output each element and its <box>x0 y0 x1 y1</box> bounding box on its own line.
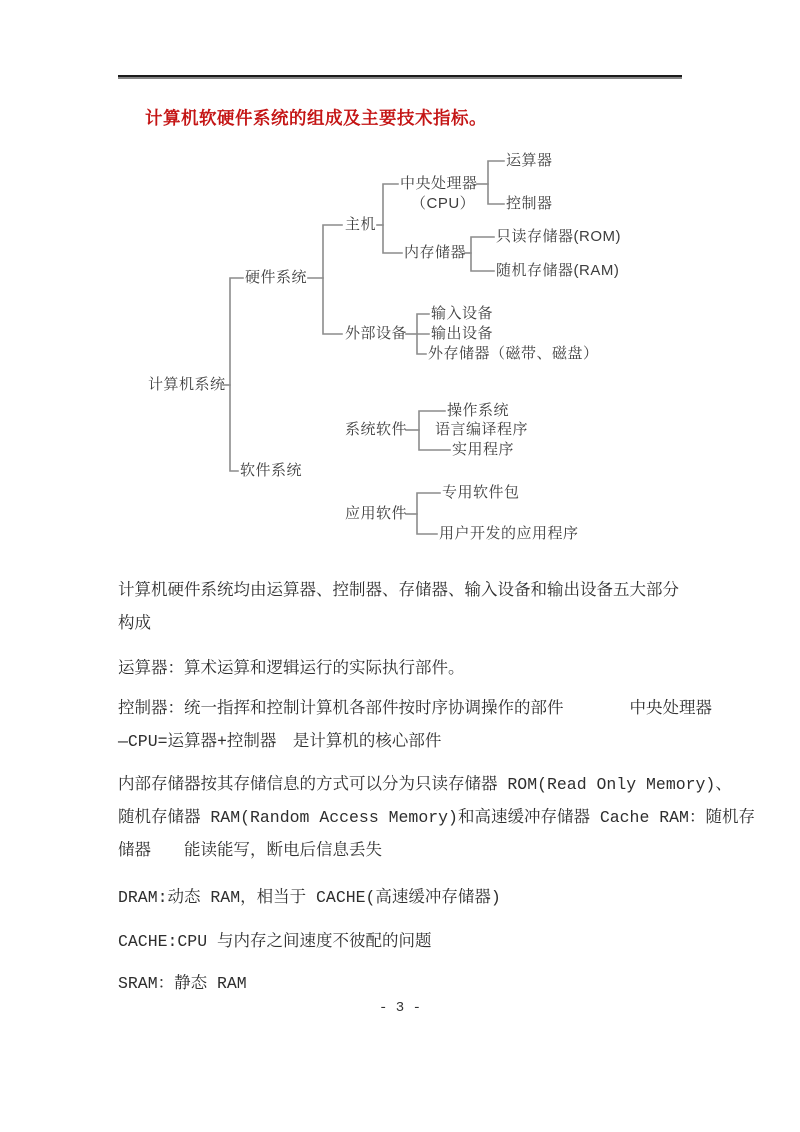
page-title: 计算机软硬件系统的组成及主要技术指标。 <box>145 108 487 128</box>
diagram-node-output-device: 输出设备 <box>431 325 494 342</box>
diagram-node-user-developed-apps: 用户开发的应用程序 <box>439 525 579 542</box>
edge-memory-bracket <box>471 237 494 271</box>
diagram-node-software-system: 软件系统 <box>240 462 303 479</box>
diagram-node-cpu: 中央处理器 <box>400 175 478 192</box>
paragraph-control-unit-definition <box>118 692 712 758</box>
edge-appsw-bracket <box>417 493 440 534</box>
diagram-node-utility-program: 实用程序 <box>452 441 515 458</box>
paragraph-internal-memory-definition <box>118 768 755 867</box>
diagram-node-internal-memory: 内存储器 <box>404 244 467 261</box>
text-line: 运算器：算术运算和逻辑运行的实际执行部件。 <box>118 659 465 678</box>
diagram-node-control-unit: 控制器 <box>506 195 553 212</box>
diagram-node-external-devices: 外部设备 <box>345 325 408 342</box>
paragraph-hardware-overview <box>118 574 684 640</box>
diagram-node-ram: 随机存储器(RAM) <box>496 262 620 279</box>
text-line: 储器 能读能写，断电后信息丢失 <box>118 841 382 860</box>
diagram-node-cpu-abbr: （CPU） <box>411 195 476 212</box>
paragraph-cache-note <box>118 925 684 958</box>
edge-cpu-bracket <box>488 161 504 204</box>
paragraph-dram-note <box>118 881 684 914</box>
text-line: DRAM:动态 RAM，相当于 CACHE(高速缓冲存储器) <box>118 888 501 907</box>
text-line: 计算机硬件系统均由运算器、控制器、存储器、输入设备和输出设备五大部分 <box>118 581 679 600</box>
paragraph-alu-definition <box>118 652 684 685</box>
diagram-node-alu: 运算器 <box>506 152 553 169</box>
diagram-node-input-device: 输入设备 <box>431 305 494 322</box>
text-line: 构成 <box>118 614 151 633</box>
text-line: 控制器：统一指挥和控制计算机各部件按时序协调操作的部件 中央处理器 <box>118 699 712 718</box>
diagram-node-language-compiler: 语言编译程序 <box>435 421 529 438</box>
edge-host-bracket <box>383 184 402 253</box>
diagram-node-host: 主机 <box>345 216 377 233</box>
text-line: CACHE:CPU 与内存之间速度不彼配的问题 <box>118 932 432 951</box>
diagram-node-system-software: 系统软件 <box>345 421 408 438</box>
text-line: —CPU=运算器+控制器 是计算机的核心部件 <box>118 732 442 751</box>
page-number: - 3 - <box>378 1000 421 1016</box>
diagram-node-computer-system: 计算机系统 <box>148 376 226 393</box>
text-line: 内部存储器按其存储信息的方式可以分为只读存储器 ROM(Read Only Memory)、 <box>118 775 732 794</box>
diagram-node-operating-system: 操作系统 <box>447 402 510 419</box>
text-line: 随机存储器 RAM(Random Access Memory)和高速缓冲存储器 Cache RAM：随机存 <box>118 808 755 827</box>
paragraph-sram-note <box>118 967 684 1000</box>
diagram-node-application-software: 应用软件 <box>345 505 408 522</box>
edge-root-trunk <box>230 278 243 471</box>
diagram-node-rom: 只读存储器(ROM) <box>496 228 621 245</box>
diagram-node-external-storage: 外存储器（磁带、磁盘） <box>428 345 599 362</box>
edge-hardware-bracket <box>323 225 342 334</box>
diagram-node-special-package: 专用软件包 <box>442 484 520 501</box>
diagram-node-hardware-system: 硬件系统 <box>245 269 308 286</box>
text-line: SRAM：静态 RAM <box>118 974 247 993</box>
